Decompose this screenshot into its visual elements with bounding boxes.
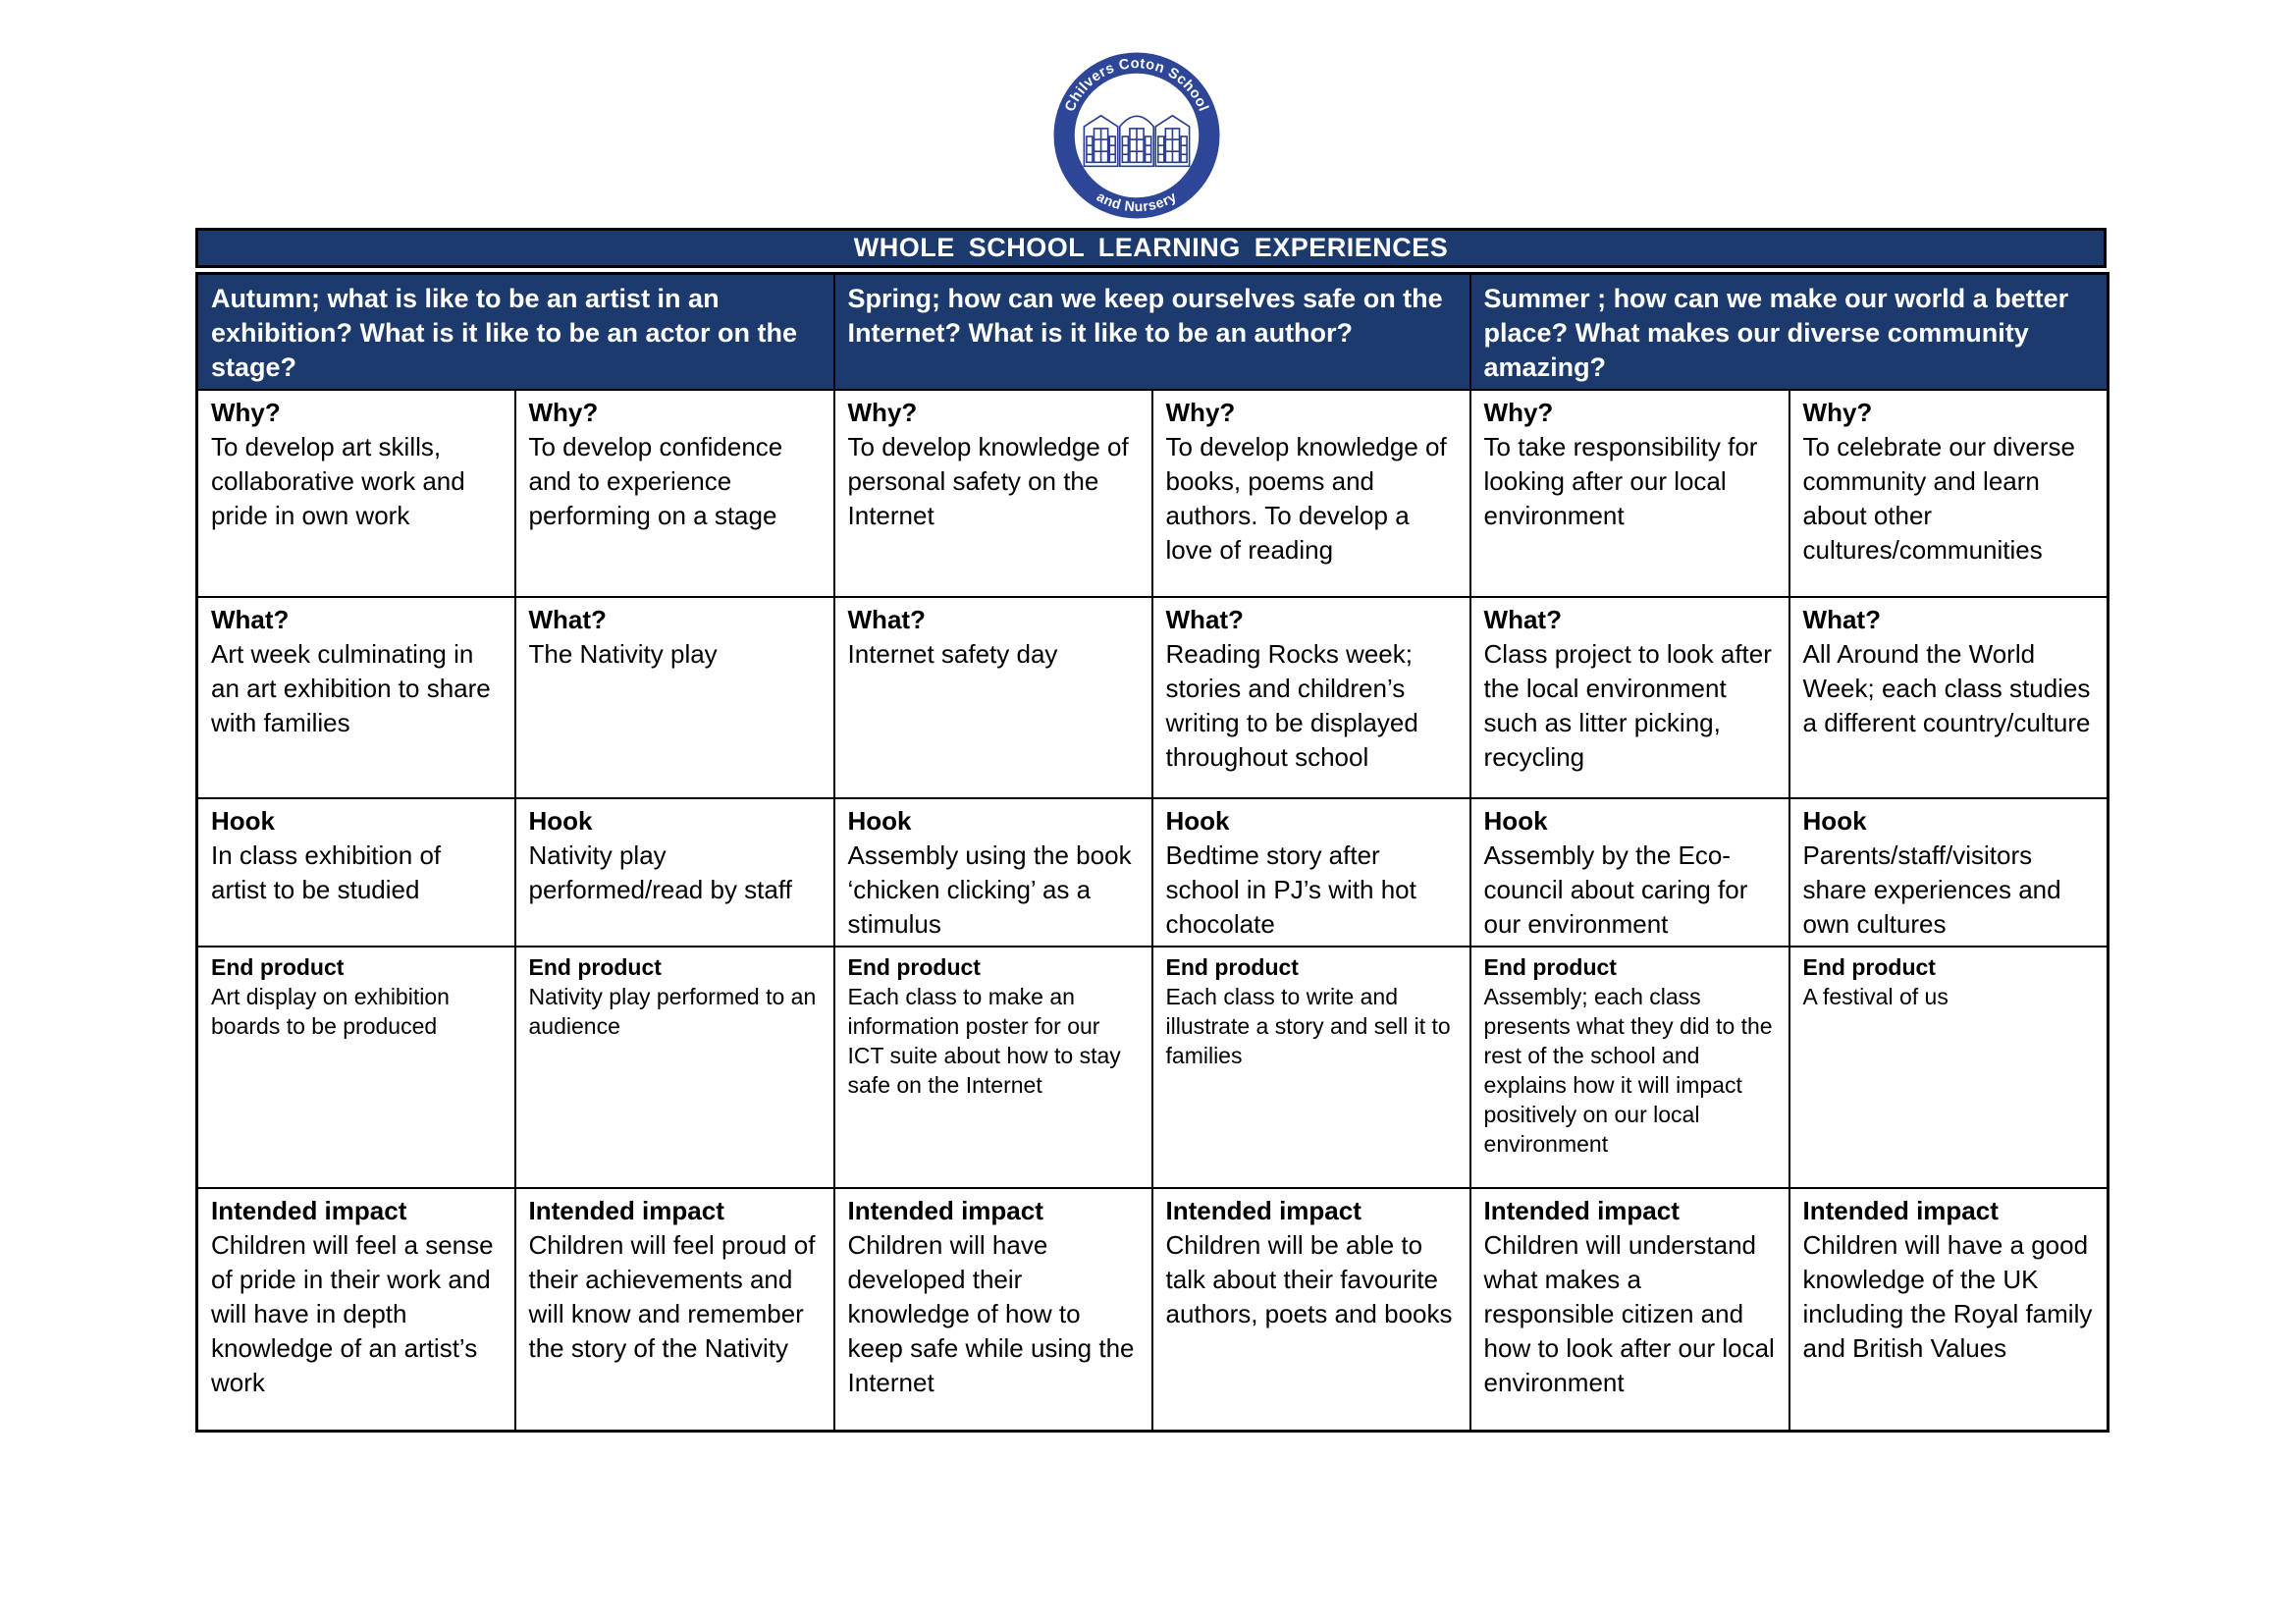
cell-text: Children will have a good knowledge of the UK including the Royal family and British Values (1802, 1230, 2093, 1363)
row-end-product (197, 947, 2109, 1188)
title-bar (195, 228, 2107, 268)
cell-endproduct-2 (515, 947, 834, 1188)
cell-endproduct-5 (1470, 947, 1789, 1188)
cell-text: Bedtime story after school in PJ’s with hot chocolate (1165, 840, 1416, 939)
cell-text: Nativity play performed/read by staff (528, 840, 792, 904)
cell-endproduct-4 (1152, 947, 1470, 1188)
cell-why-3 (834, 390, 1152, 597)
cell-heading: Intended impact (1802, 1196, 1999, 1225)
cell-heading: What? (1483, 605, 1562, 634)
season-header-autumn: Autumn; what is like to be an artist in an exhibition? What is it like to be an actor on the stage? (197, 274, 834, 391)
cell-heading: What? (1802, 605, 1881, 634)
cell-heading: Why? (1802, 398, 1873, 427)
cell-heading: Hook (1802, 806, 1867, 836)
cell-hook-5 (1470, 798, 1789, 947)
three-school-buildings-icon (1084, 116, 1189, 167)
cell-heading: Why? (1165, 398, 1236, 427)
cell-text: To take responsibility for looking after our local environment (1483, 432, 1758, 530)
cell-heading: Intended impact (1483, 1196, 1680, 1225)
cell-heading: End product (1165, 954, 1299, 980)
cell-impact-5 (1470, 1188, 1789, 1431)
cell-text: Assembly; each class presents what they did to the rest of the school and explains how it will impact positively on our local environment (1483, 984, 1773, 1157)
cell-text: To develop art skills, collaborative work and pride in own work (211, 432, 465, 530)
cell-text: Each class to make an information poster for our ICT suite about how to stay safe on the Internet (847, 984, 1121, 1098)
cell-heading: What? (1165, 605, 1244, 634)
row-intended-impact (197, 1188, 2109, 1431)
logo-bottom-text: and Nursery (1094, 189, 1180, 216)
logo-top-text: Chilvers Coton School (1062, 56, 1211, 115)
cell-impact-3 (834, 1188, 1152, 1431)
cell-endproduct-3 (834, 947, 1152, 1188)
season-header-spring: Spring; how can we keep ourselves safe on the Internet? What is it like to be an author? (834, 274, 1470, 391)
cell-text: To develop knowledge of personal safety on the Internet (847, 432, 1129, 530)
cell-heading: End product (528, 954, 662, 980)
cell-text: Each class to write and illustrate a story and sell it to families (1165, 984, 1451, 1068)
cell-heading: Why? (211, 398, 281, 427)
school-logo (1052, 49, 1221, 222)
cell-text: To celebrate our diverse community and learn about other cultures/communities (1802, 432, 2076, 565)
cell-heading: Hook (1483, 806, 1548, 836)
cell-text: Assembly by the Eco-council about caring for our environment (1483, 840, 1748, 939)
cell-text: Children will understand what makes a responsible citizen and how to look after our local environment (1483, 1230, 1775, 1397)
cell-why-1 (197, 390, 515, 597)
cell-text: Children will be able to talk about their favourite authors, poets and books (1165, 1230, 1453, 1328)
cell-heading: Hook (528, 806, 593, 836)
cell-heading: What? (528, 605, 607, 634)
cell-heading: Intended impact (211, 1196, 407, 1225)
cell-text: Art display on exhibition boards to be produced (211, 984, 450, 1039)
season-header-summer: Summer ; how can we make our world a better place? What makes our diverse community amazing? (1470, 274, 2109, 391)
cell-heading: What? (211, 605, 290, 634)
cell-what-5 (1470, 597, 1789, 798)
cell-why-6 (1789, 390, 2109, 597)
cell-why-2 (515, 390, 834, 597)
page-title: WHOLE SCHOOL LEARNING EXPERIENCES (853, 233, 1449, 262)
cell-text: Internet safety day (847, 639, 1058, 669)
cell-heading: Why? (528, 398, 599, 427)
cell-impact-6 (1789, 1188, 2109, 1431)
cell-hook-1 (197, 798, 515, 947)
cell-heading: Hook (847, 806, 912, 836)
cell-heading: Why? (1483, 398, 1554, 427)
school-logo-graphic (1052, 49, 1221, 222)
row-hook (197, 798, 2109, 947)
cell-hook-6 (1789, 798, 2109, 947)
cell-text: To develop confidence and to experience performing on a stage (528, 432, 783, 530)
cell-heading: Hook (1165, 806, 1230, 836)
cell-text: A festival of us (1802, 984, 1949, 1009)
cell-what-1 (197, 597, 515, 798)
cell-what-4 (1152, 597, 1470, 798)
cell-text: Parents/staff/visitors share experiences and own cultures (1802, 840, 2061, 939)
cell-endproduct-6 (1789, 947, 2109, 1188)
cell-impact-1 (197, 1188, 515, 1431)
cell-text: Art week culminating in an art exhibition to share with families (211, 639, 491, 737)
cell-hook-3 (834, 798, 1152, 947)
cell-heading: Intended impact (847, 1196, 1043, 1225)
cell-text: Children will feel a sense of pride in their work and will have in depth knowledge of an artist’s work (211, 1230, 494, 1397)
cell-heading: Hook (211, 806, 275, 836)
cell-heading: Intended impact (528, 1196, 724, 1225)
cell-text: Nativity play performed to an audience (528, 984, 817, 1039)
cell-heading: End product (211, 954, 345, 980)
cell-hook-2 (515, 798, 834, 947)
cell-text: The Nativity play (528, 639, 718, 669)
cell-text: To develop knowledge of books, poems and authors. To develop a love of reading (1165, 432, 1447, 565)
cell-heading: Why? (847, 398, 918, 427)
cell-text: All Around the World Week; each class studies a different country/culture (1802, 639, 2091, 737)
cell-what-6 (1789, 597, 2109, 798)
cell-heading: What? (847, 605, 926, 634)
cell-heading: End product (1483, 954, 1617, 980)
cell-hook-4 (1152, 798, 1470, 947)
cell-text: Children will have developed their knowledge of how to keep safe while using the Internet (847, 1230, 1135, 1397)
season-header-row (197, 274, 2109, 391)
row-why (197, 390, 2109, 597)
cell-text: Reading Rocks week; stories and children’s writing to be displayed throughout school (1165, 639, 1418, 772)
cell-heading: End product (847, 954, 981, 980)
cell-text: In class exhibition of artist to be studied (211, 840, 442, 904)
row-what (197, 597, 2109, 798)
cell-endproduct-1 (197, 947, 515, 1188)
cell-heading: End product (1802, 954, 1936, 980)
cell-text: Class project to look after the local environment such as litter picking, recycling (1483, 639, 1772, 772)
cell-what-2 (515, 597, 834, 798)
cell-why-5 (1470, 390, 1789, 597)
cell-heading: Intended impact (1165, 1196, 1362, 1225)
cell-what-3 (834, 597, 1152, 798)
learning-experiences-table (195, 272, 2109, 1433)
cell-why-4 (1152, 390, 1470, 597)
cell-impact-2 (515, 1188, 834, 1431)
cell-impact-4 (1152, 1188, 1470, 1431)
cell-text: Assembly using the book ‘chicken clicking’ as a stimulus (847, 840, 1132, 939)
cell-text: Children will feel proud of their achievements and will know and remember the story of the Nativity (528, 1230, 816, 1363)
